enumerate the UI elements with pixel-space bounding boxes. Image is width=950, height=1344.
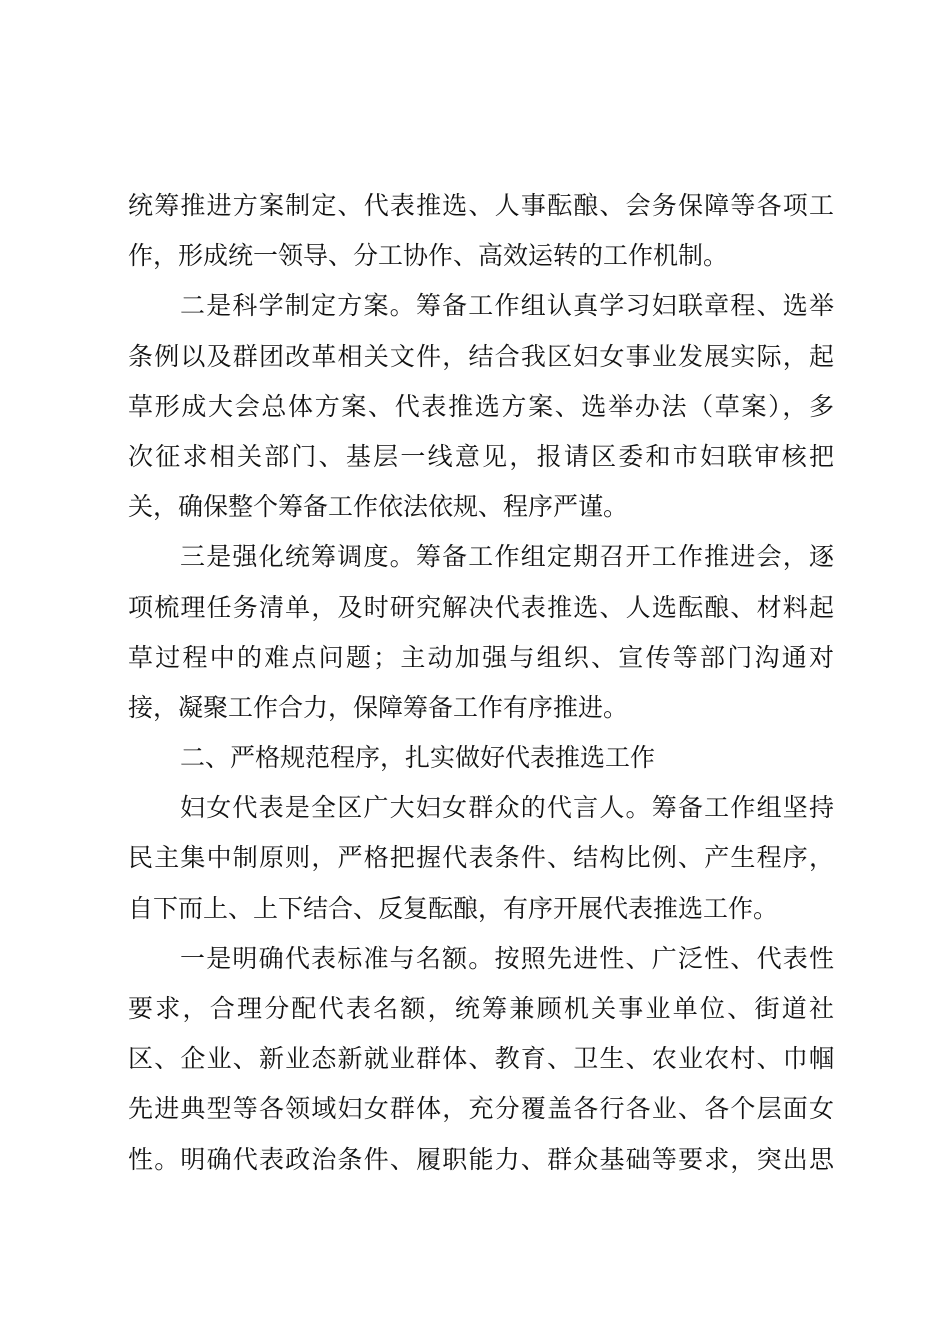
text-line: 一是明确代表标准与名额。按照先进性、广泛性、代表性: [180, 943, 834, 973]
text-line: 要求，合理分配代表名额，统筹兼顾机关事业单位、街道社: [128, 994, 834, 1023]
text-line: 二是科学制定方案。筹备工作组认真学习妇联章程、选举: [180, 291, 834, 321]
text-line: 草过程中的难点问题；主动加强与组织、宣传等部门沟通对: [128, 642, 834, 672]
text-line: 项梳理任务清单，及时研究解决代表推选、人选酝酿、材料起: [128, 592, 834, 622]
body-text: [128, 181, 834, 1185]
text-line: 妇女代表是全区广大妇女群众的代言人。筹备工作组坚持: [180, 793, 834, 823]
text-line: 次征求相关部门、基层一线意见，报请区委和市妇联审核把: [128, 441, 834, 471]
section-heading: 二、严格规范程序，扎实做好代表推选工作: [180, 743, 656, 773]
text-line: 草形成大会总体方案、代表推选方案、选举办法（草案），多: [128, 391, 834, 421]
text-line: 自下而上、上下结合、反复酝酿，有序开展代表推选工作。: [128, 893, 779, 923]
text-line: 区、企业、新业态新就业群体、教育、卫生、农业农村、巾帼: [128, 1044, 834, 1074]
text-line: 接，凝聚工作合力，保障筹备工作有序推进。: [128, 692, 629, 722]
text-line: 统筹推进方案制定、代表推选、人事酝酿、会务保障等各项工: [128, 191, 834, 220]
text-line: 性。明确代表政治条件、履职能力、群众基础等要求，突出思: [128, 1144, 834, 1174]
text-line: 条例以及群团改革相关文件，结合我区妇女事业发展实际，起: [128, 341, 834, 371]
text-line: 民主集中制原则，严格把握代表条件、结构比例、产生程序，: [128, 843, 834, 873]
text-line: 先进典型等各领域妇女群体，充分覆盖各行各业、各个层面女: [128, 1094, 834, 1124]
text-line: 关，确保整个筹备工作依法依规、程序严谨。: [128, 492, 629, 522]
text-line: 三是强化统筹调度。筹备工作组定期召开工作推进会，逐: [180, 542, 834, 572]
text-line: 作，形成统一领导、分工协作、高效运转的工作机制。: [128, 241, 729, 271]
